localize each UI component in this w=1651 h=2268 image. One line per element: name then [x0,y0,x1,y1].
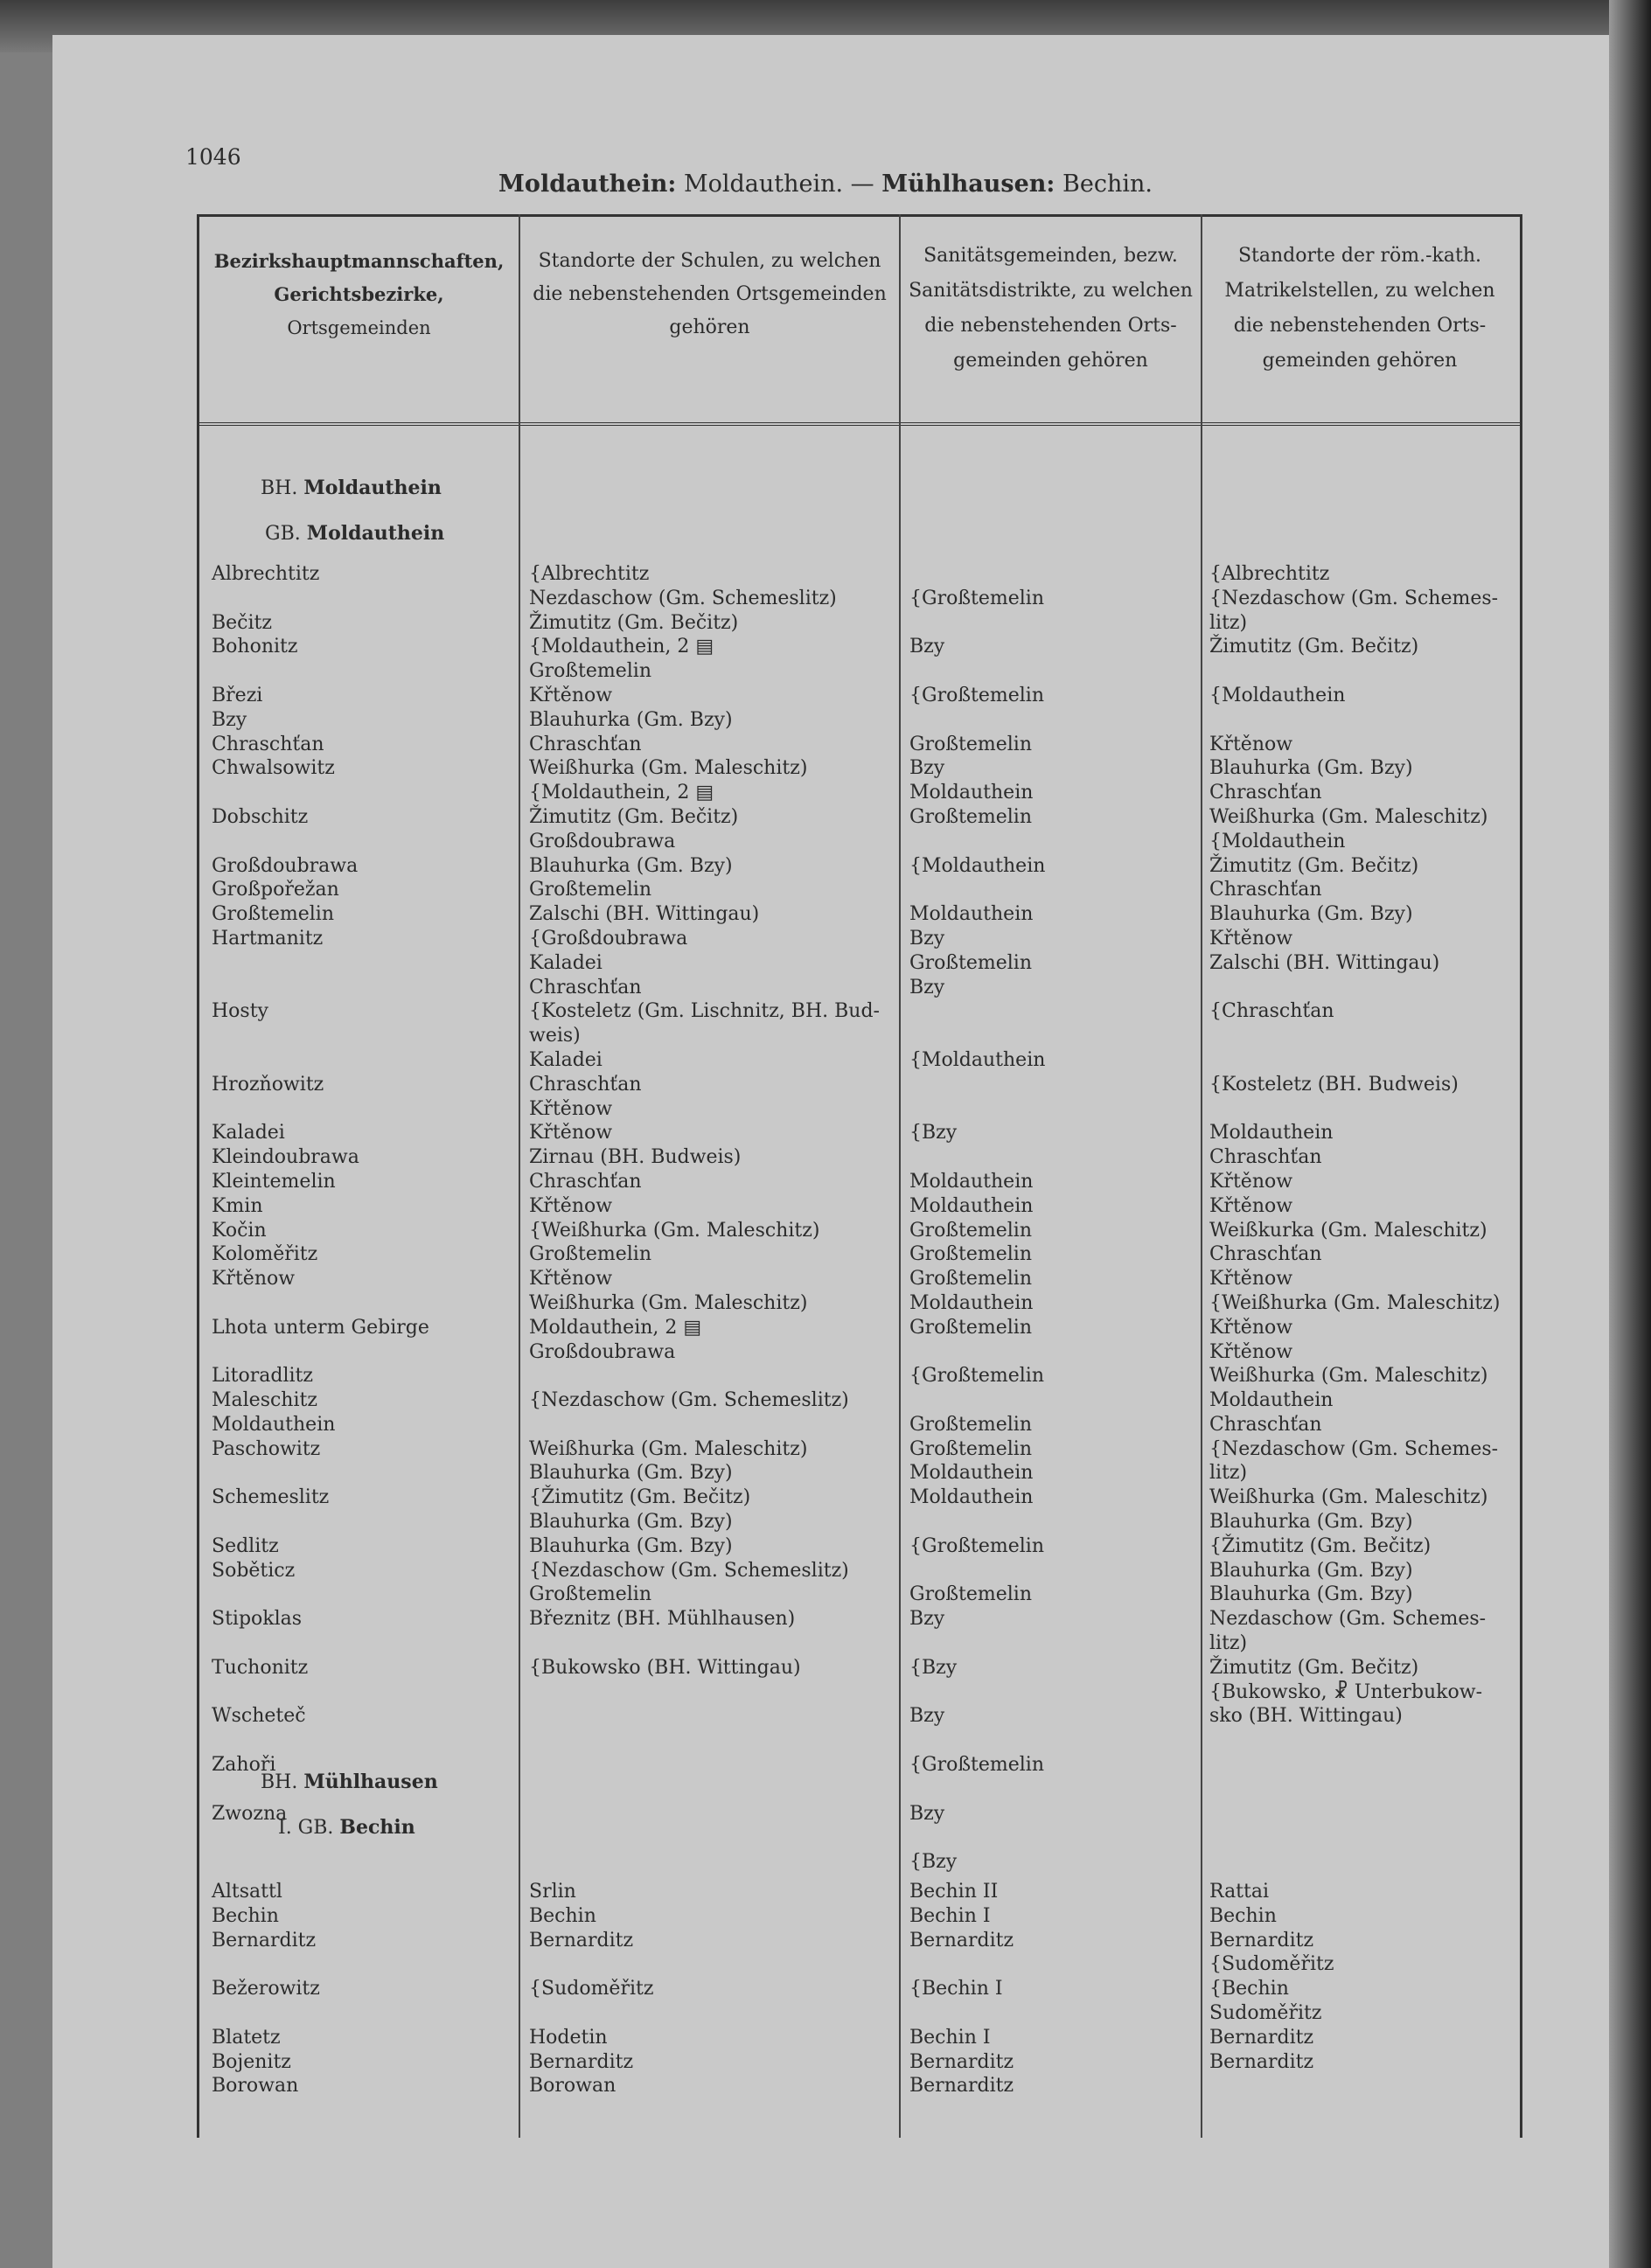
gemeinde-entry: Moldauthein [212,1413,336,1436]
sanitaet-entry: Bzy [909,976,945,998]
sanitaet-entry: Bzy [909,1705,945,1728]
spacer-row [909,1559,1045,1583]
schule-entry: Bernarditz [529,1929,634,1951]
matrikel-entry: {Moldauthein [1209,684,1346,706]
section1-matrikel-list [1209,562,1500,1729]
schule-entry: {Nezdaschow (Gm. Schemeslitz) [529,1389,849,1412]
gb-name: Moldauthein [306,522,445,545]
section2-sanitaet-list [909,1880,1014,2098]
sanitaet-entry: Bechin II [909,1881,999,1903]
gemeinde-entry: Paschowitz [212,1437,321,1460]
gemeinde-entry: Albrechtitz [212,563,320,585]
matrikel-entry: Chraschťan [1209,1413,1322,1436]
gemeinde-entry: Schemeslitz [212,1486,330,1509]
header-line: die nebenstehenden Orts- [924,315,1177,337]
column-header-gemeinden [199,245,519,344]
gemeinde-entry: Stipoklas [212,1608,303,1631]
gemeinde-entry: Soběticz [212,1559,296,1582]
gemeinde-entry: Bojenitz [212,2050,291,2073]
sanitaet-entry: Moldauthein [909,903,1034,926]
gb-name: Bechin [339,1816,415,1839]
spacer-row [1209,2074,1334,2098]
column-header-schulen [520,245,899,344]
gemeinde-entry: Lhota unterm Gebirge [212,1316,429,1339]
spacer-row [909,999,1045,1024]
running-head-town2: Bechin. [1062,170,1153,198]
schule-entry: Křtěnow [529,1268,613,1291]
matrikel-entry: Křtěnow [1209,1316,1293,1339]
schule-entry: Blauhurka (Gm. Bzy) [529,1511,733,1534]
sanitaet-entry: Bzy [909,636,945,658]
matrikel-entry: {Žimutitz (Gm. Bečitz) [1209,1534,1432,1557]
sanitaet-entry: Moldauthein [909,1291,1034,1314]
section2-schulen-list [529,1880,653,2098]
bh-muehlhausen-heading [261,1771,438,1793]
schule-entry: {Albrechtitz [529,563,650,585]
spacer-row [529,1413,880,1437]
header-line: Standorte der röm.-kath. [1237,245,1481,267]
header-line: Sanitätsgemeinden, bezw. [923,245,1178,267]
spacer-row [212,1024,429,1048]
schule-entry: {Bukowsko (BH. Wittingau) [529,1656,801,1679]
header-line: Ortsgemeinden [287,317,431,338]
matrikel-entry: {Nezdaschow (Gm. Schemes- [1209,587,1499,609]
schule-entry: Bechin [529,1904,596,1927]
spacer-row [909,1073,1045,1097]
sanitaet-entry: Großtemelin [909,1316,1033,1339]
header-line: Standorte der Schulen, zu welchen [538,250,881,272]
schule-entry: {Žimutitz (Gm. Bečitz) [529,1486,751,1509]
header-line: gemeinden gehören [953,350,1148,372]
schule-entry: Großtemelin [529,1243,652,1266]
sanitaet-entry: {Großtemelin [909,684,1045,706]
gemeinde-entry: Altsattl [212,1881,282,1903]
schule-entry: Weißhurka (Gm. Maleschitz) [529,757,808,780]
schule-entry: Hodetin [529,2026,608,2049]
spacer-row [212,1729,429,1753]
matrikel-entry: Křtěnow [1209,927,1293,950]
schule-entry: Blauhurka (Gm. Bzy) [529,854,733,877]
table-top-rule [199,214,1520,217]
matrikel-entry: Nezdaschow (Gm. Schemes- [1209,1608,1487,1631]
gemeinde-entry: Koloměřitz [212,1243,318,1266]
header-line: Bezirkshauptmannschaften, [213,250,505,272]
column-divider-1 [519,214,520,2138]
sanitaet-entry: Bzy [909,757,945,780]
matrikel-entry: {Kosteletz (BH. Budweis) [1209,1073,1459,1096]
sanitaet-entry: {Großtemelin [909,1365,1045,1388]
gemeinde-entry: Zahoři [212,1754,276,1777]
header-line: die nebenstehenden Orts- [1233,315,1487,337]
gemeinde-entry: Zwozna [212,1802,288,1825]
sanitaet-entry: Großtemelin [909,805,1033,828]
spacer-row [909,1952,1014,1977]
matrikel-entry: Bernarditz [1209,2026,1314,2049]
spacer-row [909,878,1045,902]
schule-entry: Chraschťan [529,733,642,755]
gemeinde-entry: Sedlitz [212,1534,279,1557]
schule-entry: {Nezdaschow (Gm. Schemeslitz) [529,1559,849,1582]
sanitaet-entry: {Großtemelin [909,587,1045,609]
schule-entry: {Großdoubrawa [529,927,688,950]
schule-entry: Großtemelin [529,660,652,683]
spacer-row [212,587,429,611]
sanitaet-entry: {Großtemelin [909,1754,1045,1777]
spacer-row [529,1952,653,1977]
gb-prefix: GB. [265,523,301,545]
matrikel-entry: {Albrechtitz [1209,563,1330,585]
spacer-row [212,1583,429,1607]
sanitaet-entry: {Moldauthein [909,854,1046,877]
schule-entry: Nezdaschow (Gm. Schemeslitz) [529,587,837,609]
matrikel-entry: Blauhurka (Gm. Bzy) [1209,757,1413,780]
column-header-matrikel [1202,239,1517,379]
sanitaet-entry: Moldauthein [909,782,1034,804]
schule-entry: Großtemelin [529,879,652,901]
gemeinde-entry: Hartmanitz [212,927,324,950]
sanitaet-entry: Großtemelin [909,951,1033,974]
running-head-dash: — [850,170,874,198]
matrikel-entry: Bernarditz [1209,1929,1314,1951]
sanitaet-entry: Bernarditz [909,1929,1014,1951]
sanitaet-entry: Bernarditz [909,2050,1014,2073]
spacer-row [909,611,1045,636]
matrikel-entry: Bechin [1209,1904,1277,1927]
spacer-row [1209,1048,1500,1073]
sanitaet-entry: Moldauthein [909,1486,1034,1509]
sanitaet-entry: {Bzy [909,1851,958,1874]
schule-entry: Großtemelin [529,1583,652,1606]
gemeinde-entry: Borowan [212,2075,299,2098]
matrikel-entry: {Bechin [1209,1978,1289,2000]
matrikel-entry: {Sudoměřitz [1209,1953,1334,1976]
bh-prefix: BH. [261,477,298,499]
sanitaet-entry: Bzy [909,927,945,950]
spacer-row [212,1631,429,1656]
schule-entry: Kaladei [529,951,603,974]
schule-entry: Großdoubrawa [529,830,676,852]
spacer-row [212,781,429,805]
gemeinde-entry: Bežerowitz [212,1978,320,2000]
matrikel-entry: Chraschťan [1209,782,1322,804]
column-divider-2 [899,214,901,2138]
running-head-town1: Moldauthein. [683,170,844,198]
matrikel-entry: litz) [1209,1462,1248,1485]
schule-entry: {Kosteletz (Gm. Lischnitz, BH. Bud- [529,1000,880,1023]
column-divider-3 [1201,214,1202,2138]
matrikel-entry: Žimutitz (Gm. Bečitz) [1209,636,1419,658]
header-line: Matrikelstellen, zu welchen [1224,280,1495,302]
matrikel-entry: Weißkurka (Gm. Maleschitz) [1209,1219,1487,1242]
gb-bechin-heading [278,1816,415,1839]
schule-entry: Blauhurka (Gm. Bzy) [529,708,733,731]
gb-prefix: I. GB. [278,1817,334,1839]
sanitaet-entry: Moldauthein [909,1194,1034,1217]
sanitaet-entry: {Großtemelin [909,1534,1045,1557]
spacer-row [212,1291,429,1316]
matrikel-entry: Weißhurka (Gm. Maleschitz) [1209,805,1488,828]
sanitaet-entry: Großtemelin [909,1583,1033,1606]
sanitaet-entry: Bzy [909,1802,945,1825]
matrikel-entry: Žimutitz (Gm. Bečitz) [1209,854,1419,877]
spacer-row [909,1340,1045,1365]
matrikel-entry: {Nezdaschow (Gm. Schemes- [1209,1437,1499,1460]
matrikel-entry: Bernarditz [1209,2050,1314,2073]
schule-entry: weis) [529,1025,581,1047]
spacer-row [1209,659,1500,684]
spacer-row [909,1145,1045,1170]
spacer-row [909,1024,1045,1048]
schule-entry: Bernarditz [529,2050,634,2073]
schule-entry: {Sudoměřitz [529,1978,654,2000]
running-head-district1: Moldauthein: [498,170,677,198]
gemeinde-entry: Kočin [212,1219,267,1242]
schule-entry: Chraschťan [529,1170,642,1193]
gemeinde-entry: Dobschitz [212,805,309,828]
gemeinde-entry: Kleintemelin [212,1170,336,1193]
bh-moldauthein-heading [261,477,442,499]
matrikel-entry: Blauhurka (Gm. Bzy) [1209,903,1413,926]
gemeinde-entry: Březi [212,684,263,706]
schule-entry: Borowan [529,2075,617,2098]
spacer-row [909,1388,1045,1413]
gemeinde-entry: Křtěnow [212,1268,296,1291]
spacer-row [909,830,1045,854]
schule-entry: Březnitz (BH. Mühlhausen) [529,1608,796,1631]
gemeinde-entry: Maleschitz [212,1389,317,1412]
schule-entry: {Moldauthein, 2 ▤ [529,636,714,658]
gemeinde-entry: Kleindoubrawa [212,1146,359,1169]
spacer-row [909,562,1045,587]
schule-entry: Weißhurka (Gm. Maleschitz) [529,1291,808,1314]
scan-right-edge [1609,0,1651,2268]
header-line: Sanitätsdistrikte, zu welchen [909,280,1193,302]
gemeinde-entry: Bohonitz [212,636,298,658]
running-head-district2: Mühlhausen: [881,170,1055,198]
schule-entry: Žimutitz (Gm. Bečitz) [529,805,739,828]
matrikel-entry: Křtěnow [1209,733,1293,755]
gemeinde-entry: Wscheteč [212,1705,306,1728]
spacer-row [529,1364,880,1388]
sanitaet-entry: Großtemelin [909,1268,1033,1291]
schule-entry: Chraschťan [529,1073,642,1096]
matrikel-entry: {Chraschťan [1209,1000,1334,1023]
sanitaet-entry: {Bechin I [909,1978,1003,2000]
spacer-row [212,1048,429,1073]
page-number: 1046 [185,144,241,170]
matrikel-entry: litz) [1209,1632,1248,1655]
section2-gemeinden-list [212,1880,320,2098]
gemeinde-entry: Hosty [212,1000,268,1023]
sanitaet-entry: Großtemelin [909,1243,1033,1266]
gemeinde-entry: Großdoubrawa [212,854,359,877]
matrikel-entry: Chraschťan [1209,879,1322,901]
register-table [197,214,1522,2138]
spacer-row [909,1729,1045,1753]
schule-entry: Weißhurka (Gm. Maleschitz) [529,1437,808,1460]
spacer-row [529,1631,880,1656]
spacer-row [212,976,429,1000]
gemeinde-entry: Tuchonitz [212,1656,309,1679]
table-header-rule [199,422,1520,426]
matrikel-entry: Chraschťan [1209,1243,1322,1266]
spacer-row [212,1461,429,1485]
sanitaet-entry: Bechin I [909,1904,991,1927]
matrikel-entry: Moldauthein [1209,1389,1334,1412]
matrikel-entry: Křtěnow [1209,1268,1293,1291]
schule-entry: Zalschi (BH. Wittingau) [529,903,760,926]
sanitaet-entry: Moldauthein [909,1170,1034,1193]
matrikel-entry: Weißhurka (Gm. Maleschitz) [1209,1486,1488,1509]
gemeinde-entry: Bečitz [212,611,272,634]
header-line: die nebenstehenden Ortsgemeinden [533,283,887,305]
matrikel-entry: Weißhurka (Gm. Maleschitz) [1209,1365,1488,1388]
schule-entry: Křtěnow [529,684,613,706]
matrikel-entry: litz) [1209,611,1248,634]
spacer-row [529,2001,653,2026]
sanitaet-entry: Großtemelin [909,1219,1033,1242]
schule-entry: Zirnau (BH. Budweis) [529,1146,742,1169]
matrikel-entry: {Moldauthein [1209,830,1346,852]
sanitaet-entry: Bechin I [909,2026,991,2049]
matrikel-entry: Chraschťan [1209,1146,1322,1169]
schule-entry: Großdoubrawa [529,1340,676,1363]
gemeinde-entry: Bzy [212,708,247,731]
bh-name: Moldauthein [303,477,442,499]
sanitaet-entry: Bernarditz [909,2075,1014,2098]
gemeinde-entry: Kaladei [212,1122,285,1144]
schule-entry: Moldauthein, 2 ▤ [529,1316,702,1339]
section1-sanitaet-list [909,562,1045,1875]
gemeinde-entry: Chraschťan [212,733,324,755]
sanitaet-entry: Großtemelin [909,1437,1033,1460]
spacer-row [909,1097,1045,1122]
gemeinde-entry: Hrozňowitz [212,1073,324,1096]
section1-gemeinden-list [212,562,429,1826]
spacer-row [212,1097,429,1122]
schule-entry: Kaladei [529,1048,603,1071]
matrikel-entry: {Bukowsko, ☧ Unterbukow- [1209,1680,1483,1703]
matrikel-entry: Blauhurka (Gm. Bzy) [1209,1559,1413,1582]
schule-entry: {Weißhurka (Gm. Maleschitz) [529,1219,820,1242]
gb-moldauthein-heading [265,522,444,545]
matrikel-entry: Blauhurka (Gm. Bzy) [1209,1583,1413,1606]
bh-name: Mühlhausen [303,1771,438,1793]
spacer-row [909,1510,1045,1534]
spacer-row [1209,1097,1500,1122]
running-head [0,170,1651,198]
schule-entry: Křtěnow [529,1122,613,1144]
sanitaet-entry: {Moldauthein [909,1048,1046,1071]
header-line: gehören [669,317,750,338]
matrikel-entry: Žimutitz (Gm. Bečitz) [1209,1656,1419,1679]
spacer-row [212,1680,429,1705]
gemeinde-entry: Bechin [212,1904,279,1927]
gemeinde-entry: Großtemelin [212,903,335,926]
section2-matrikel-list [1209,1880,1334,2098]
column-header-sanitaet [901,239,1201,379]
spacer-row [909,1778,1045,1802]
matrikel-entry: Sudoměřitz [1209,2001,1322,2024]
gemeinde-entry: Chwalsowitz [212,757,335,780]
gemeinde-entry: Großpořežan [212,879,339,901]
sanitaet-entry: {Bzy [909,1122,958,1144]
matrikel-entry: Křtěnow [1209,1170,1293,1193]
matrikel-entry: {Weißhurka (Gm. Maleschitz) [1209,1291,1501,1314]
matrikel-entry: Blauhurka (Gm. Bzy) [1209,1511,1413,1534]
spacer-row [212,659,429,684]
spacer-row [212,1510,429,1534]
gemeinde-entry: Kmin [212,1194,263,1217]
spacer-row [909,1826,1045,1850]
spacer-row [1209,976,1500,1000]
spacer-row [909,2001,1014,2026]
matrikel-entry: Křtěnow [1209,1340,1293,1363]
header-line: gemeinden gehören [1262,350,1458,372]
matrikel-entry: Moldauthein [1209,1122,1334,1144]
schule-entry: Blauhurka (Gm. Bzy) [529,1462,733,1485]
schule-entry: Srlin [529,1881,576,1903]
spacer-row [212,830,429,854]
gemeinde-entry: Litoradlitz [212,1365,313,1388]
spacer-row [909,1631,1045,1656]
schule-entry: Křtěnow [529,1194,613,1217]
matrikel-entry: Křtěnow [1209,1194,1293,1217]
spacer-row [212,951,429,976]
schule-entry: Chraschťan [529,976,642,998]
gemeinde-entry: Bernarditz [212,1929,317,1951]
header-line: Gerichtsbezirke, [274,283,444,305]
bh-prefix: BH. [261,1771,298,1793]
section1-schulen-list [529,562,880,1680]
spacer-row [909,708,1045,733]
sanitaet-entry: {Bzy [909,1656,958,1679]
sanitaet-entry: Großtemelin [909,1413,1033,1436]
spacer-row [212,1952,320,1977]
spacer-row [909,659,1045,684]
spacer-row [1209,1024,1500,1048]
matrikel-entry: sko (BH. Wittingau) [1209,1705,1403,1728]
schule-entry: Žimutitz (Gm. Bečitz) [529,611,739,634]
sanitaet-entry: Großtemelin [909,733,1033,755]
matrikel-entry: Zalschi (BH. Wittingau) [1209,951,1440,974]
spacer-row [909,1680,1045,1705]
spacer-row [212,1340,429,1365]
matrikel-entry: Rattai [1209,1881,1270,1903]
schule-entry: Blauhurka (Gm. Bzy) [529,1534,733,1557]
sanitaet-entry: Moldauthein [909,1462,1034,1485]
schule-entry: Křtěnow [529,1097,613,1120]
spacer-row [1209,708,1500,733]
schule-entry: {Moldauthein, 2 ▤ [529,782,714,804]
sanitaet-entry: Bzy [909,1608,945,1631]
spacer-row [212,2001,320,2026]
gemeinde-entry: Blatetz [212,2026,281,2049]
